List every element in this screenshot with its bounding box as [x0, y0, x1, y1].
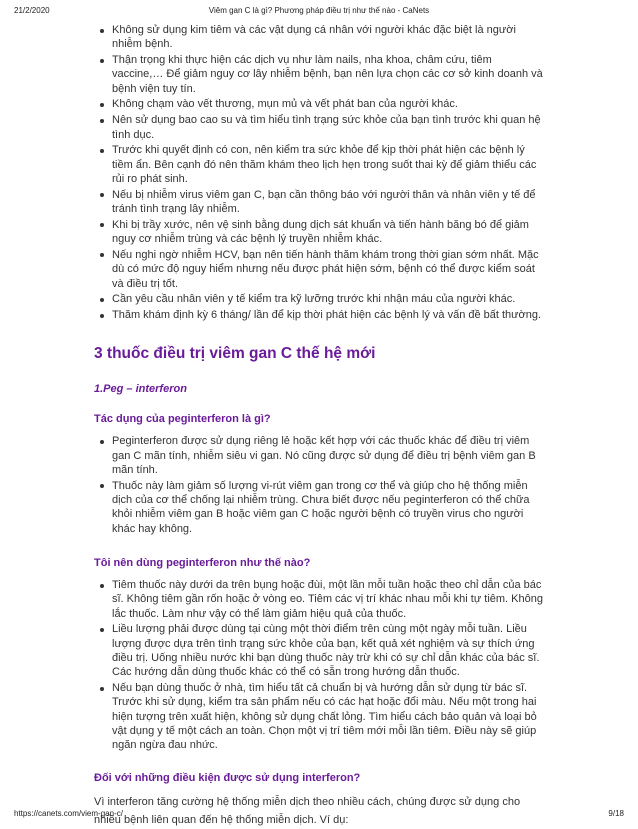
section-heading: 3 thuốc điều trị viêm gan C thế hệ mới — [94, 345, 376, 363]
print-date: 21/2/2020 — [14, 6, 50, 15]
list-item: Thận trọng khi thực hiện các dịch vụ như làm nails, nha khoa, châm cứu, tiêm vaccine,… Để giảm nguy cơ lây nhiễm bệnh, bạn nên lựa chọn các cơ sở kinh doanh và bệnh viện tuy tín. — [112, 54, 543, 95]
list-item: Tiêm thuốc này dưới da trên bụng hoặc đùi, một lần mỗi tuần hoặc theo chỉ dẫn của bác sĩ. Không tiêm gần rốn hoặc ở vòng eo. Tiêm các vị trí khác nhau mỗi khi tự tiêm. Không lắc thuốc. Làm như vậy có thể làm giảm hiệu quả của thuốc. — [112, 579, 543, 620]
list-item: Trước khi quyết định có con, nên kiểm tra sức khỏe để kịp thời phát hiện các bệnh lý tiềm ẩn. Bên cạnh đó nên thăm khám theo lịch hẹn trong suốt thai kỳ để giảm thiểu các rủi ro phát sinh. — [112, 143, 544, 186]
prevention-list — [94, 23, 544, 322]
list-item: Không sử dụng kim tiêm và các vật dụng cá nhân với người khác đặc biệt là người nhiễm bệnh. — [112, 23, 544, 52]
list-item: Không chạm vào vết thương, mụn mủ và vết phát ban của người khác. — [112, 97, 544, 111]
effect-heading: Tác dụng của peginterferon là gì? — [94, 413, 271, 426]
list-item: Liều lượng phải được dùng tại cùng một thời điểm trên cùng một ngày mỗi tuần. Liều lượng được dựa trên tình trạng sức khỏe của bạn, kết quả xét nghiệm và sự thích ứng điều trị. Uống nhiều nước khi bạn dùng thuốc này trừ khi có sự chỉ dẫn khác của bác sĩ. Các hướng dẫn dùng thuốc khác có thể có sẵn trong hướng dẫn thuốc. — [112, 622, 544, 679]
list-item: Nên sử dụng bao cao su và tìm hiểu tình trạng sức khỏe của bạn tình trước khi quan hệ tình dục. — [112, 113, 544, 142]
effect-list — [94, 434, 544, 536]
subsection-heading: 1.Peg – interferon — [94, 383, 187, 396]
list-item: Nếu nghi ngờ nhiễm HCV, bạn nên tiến hành thăm khám trong thời gian sớm nhất. Mặc dù có mức độ nguy hiểm nhưng nếu được phát hiện sớm, bệnh có thể được kiểm soát và điều trị tốt. — [112, 248, 544, 291]
page-url: https://canets.com/viem-gan-c/ — [14, 809, 123, 818]
list-item: Thăm khám định kỳ 6 tháng/ lần để kịp thời phát hiện các bệnh lý và vấn đề bất thường. — [112, 308, 544, 322]
article-content — [94, 23, 544, 829]
list-item: Peginterferon được sử dụng riêng lẻ hoặc kết hợp với các thuốc khác để điều trị viêm gan C mãn tính, nhiễm siêu vi gan. Nó cũng được sử dụng để điều trị bệnh viêm gan B mãn tính. — [112, 434, 544, 477]
list-item: Cần yêu cầu nhân viên y tế kiểm tra kỹ lưỡng trước khi nhận máu của người khác. — [112, 292, 544, 306]
usage-heading: Tôi nên dùng peginterferon như thế nào? — [94, 557, 311, 570]
usage-list — [94, 578, 544, 753]
conditions-paragraph: Vì interferon tăng cường hệ thống miễn dịch theo nhiều cách, chúng được sử dụng cho nhiều bệnh liên quan đến hệ thống miễn dịch. Ví dụ: — [94, 795, 521, 826]
list-item: Khi bị trầy xước, nên vệ sinh bằng dung dịch sát khuẩn và tiến hành băng bó để giảm nguy cơ nhiễm trùng và các bệnh lý truyền nhiễm khác. — [112, 218, 544, 247]
list-item: Thuốc này làm giảm số lượng vi-rút viêm gan trong cơ thể và giúp cho hệ thống miễn dịch của cơ thể chống lại nhiễm trùng. Chưa biết được nếu peginterferon có thể chữa khỏi nhiễm viêm gan B hoặc viêm gan C hoặc người bệnh có truyền virus cho người khác hay không. — [112, 479, 544, 536]
page-number: 9/18 — [608, 809, 624, 818]
conditions-heading: Đối với những điều kiện được sử dụng interferon? — [94, 771, 361, 784]
list-item: Nếu bạn dùng thuốc ở nhà, tìm hiểu tất cả chuẩn bị và hướng dẫn sử dụng từ bác sĩ. Trước khi sử dụng, kiểm tra sản phẩm nếu có các hạt hoặc đổi màu. Nếu một trong hai hiện tượng trên xuất hiện, không sử dụng chất lỏng. Tìm hiểu cách bảo quản và loại bỏ vật dụng y tế một cách an toàn. Chọn một vị trí tiêm mới mỗi lần tiêm. Điều này sẽ giúp ngăn ngừa đau nhức. — [112, 681, 544, 752]
list-item: Nếu bị nhiễm virus viêm gan C, bạn cần thông báo với người thân và nhân viên y tế để tránh tình trạng lây nhiễm. — [112, 188, 544, 217]
print-title: Viêm gan C là gì? Phương pháp điều trị như thế nào - CaNets — [208, 6, 430, 15]
